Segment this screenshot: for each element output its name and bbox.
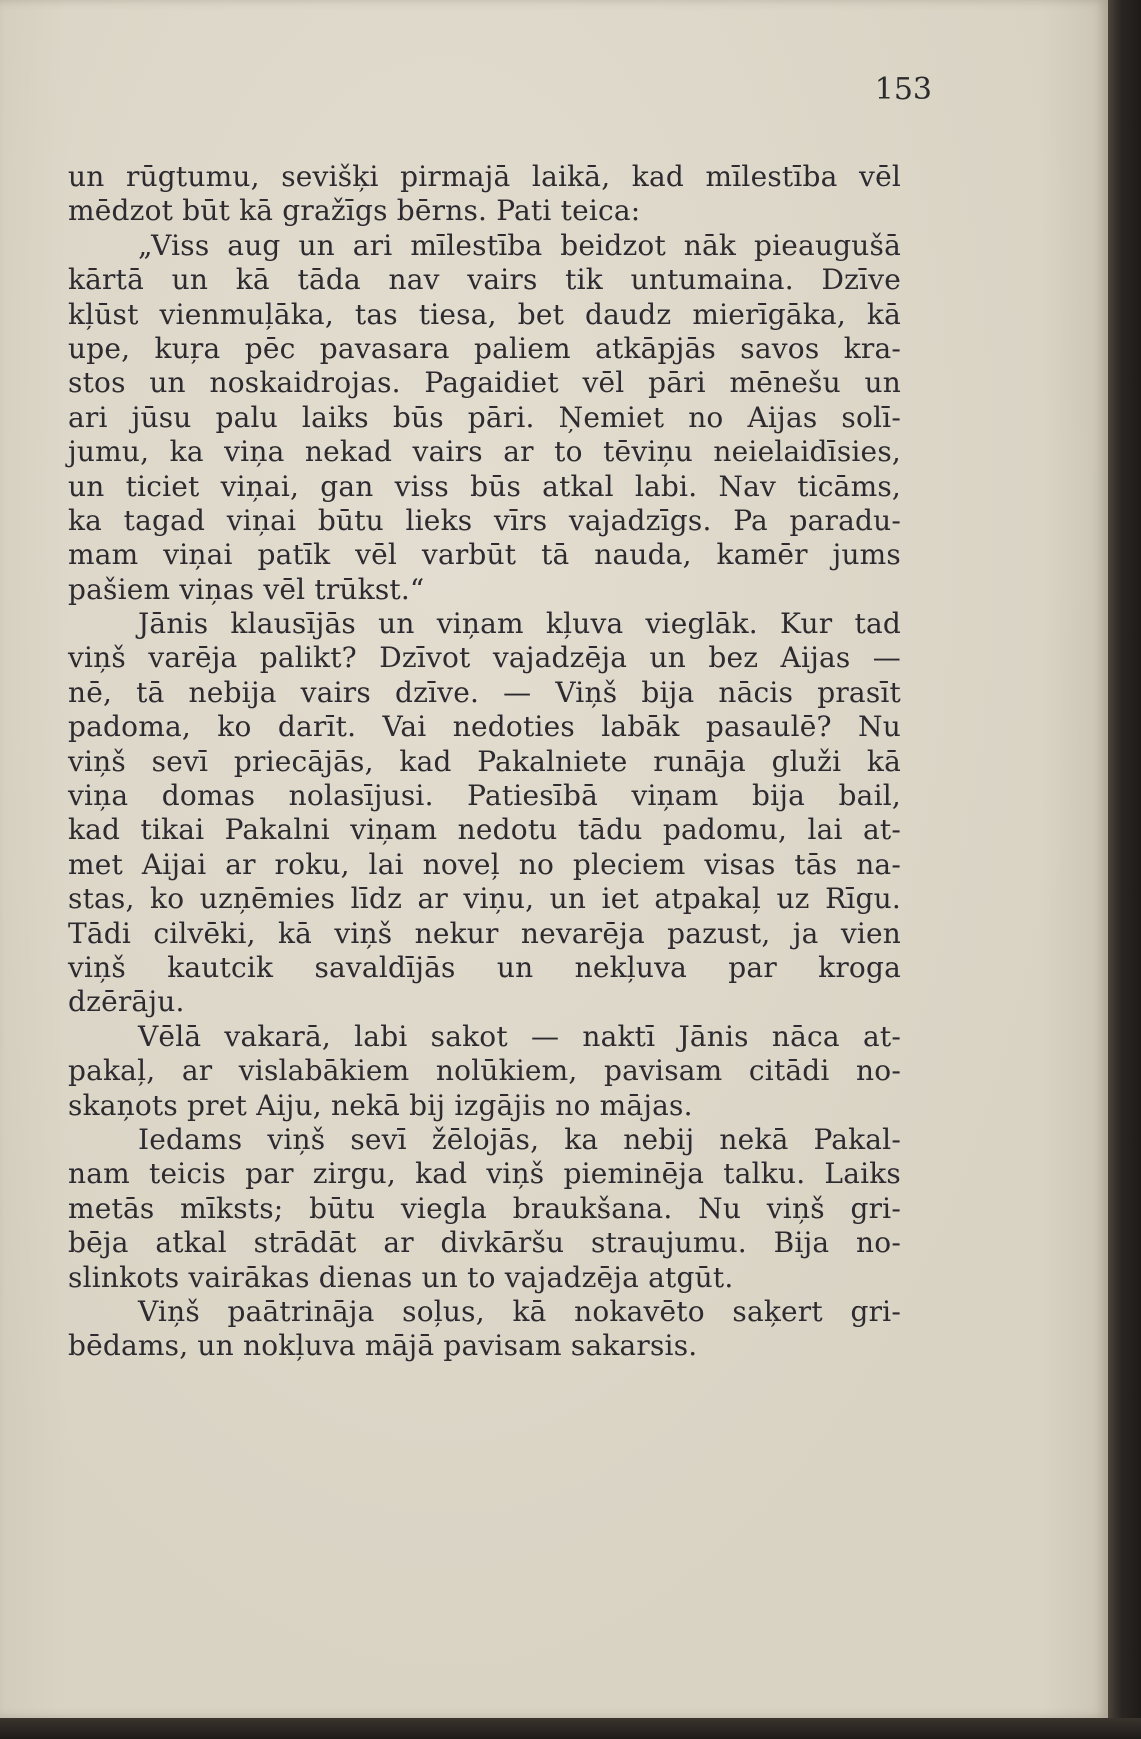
- body-text: [68, 160, 901, 1364]
- text-line: un rūgtumu, sevišķi pirmajā laikā, kad mīlestība vēl: [68, 160, 901, 193]
- text-line: viņš kautcik savaldījās un nekļuva par kroga: [68, 950, 901, 984]
- text-line: viņa domas nolasījusi. Patiesībā viņam bija bail,: [68, 779, 901, 813]
- text-line: viņš sevī priecājās, kad Pakalniete runāja gluži kā: [68, 744, 901, 778]
- text-line: upe, kuŗa pēc pavasara paliem atkāpjās savos kra-: [68, 331, 901, 365]
- scan-bottom-edge: [0, 1718, 1141, 1739]
- text-line: Viņš paātrināja soļus, kā nokavēto saķert gri-: [138, 1294, 901, 1328]
- text-line: jumu, ka viņa nekad vairs ar to tēviņu neielaidīsies,: [68, 435, 901, 469]
- text-line: met Aijai ar roku, lai noveļ no pleciem visas tās na-: [68, 847, 901, 881]
- text-line: „Viss aug un ari mīlestība beidzot nāk pieaugušā: [138, 228, 901, 262]
- text-line: kad tikai Pakalni viņam nedotu tādu padomu, lai at-: [68, 813, 901, 847]
- text-line: stos un noskaidrojas. Pagaidiet vēl pāri mēnešu un: [68, 366, 901, 400]
- text-line: stas, ko uzņēmies līdz ar viņu, un iet atpakaļ uz Rīgu.: [68, 882, 901, 916]
- text-line: ka tagad viņai būtu lieks vīrs vajadzīgs. Pa paradu-: [68, 503, 901, 537]
- book-spine-edge: [1108, 0, 1141, 1739]
- text-line: dzērāju.: [68, 985, 185, 1019]
- text-line: un ticiet viņai, gan viss būs atkal labi. Nav ticāms,: [68, 469, 901, 503]
- text-line: kārtā un kā tāda nav vairs tik untumaina. Dzīve: [68, 263, 901, 297]
- text-line: bēja atkal strādāt ar divkāršu straujumu. Bija no-: [68, 1226, 901, 1260]
- text-line: pakaļ, ar vislabākiem nolūkiem, pavisam citādi no-: [68, 1054, 901, 1088]
- text-line: bēdams, un nokļuva mājā pavisam sakarsis.: [68, 1329, 698, 1363]
- text-line: kļūst vienmuļāka, tas tiesa, bet daudz mierīgāka, kā: [68, 297, 901, 331]
- text-line: mēdzot būt kā gražīgs bērns. Pati teica:: [68, 194, 641, 228]
- text-line: skaņots pret Aiju, nekā bij izgājis no mājas.: [68, 1088, 693, 1122]
- text-line: padoma, ko darīt. Vai nedoties labāk pasaulē? Nu: [68, 710, 901, 744]
- text-line: ari jūsu palu laiks būs pāri. Ņemiet no Aijas solī-: [68, 400, 901, 434]
- text-line: viņš varēja palikt? Dzīvot vajadzēja un bez Aijas —: [68, 641, 901, 675]
- text-line: metās mīksts; būtu viegla braukšana. Nu viņš gri-: [68, 1191, 901, 1225]
- page-number: 153: [874, 72, 932, 107]
- text-line: Tādi cilvēki, kā viņš nekur nevarēja pazust, ja vien: [68, 916, 901, 950]
- text-line: nam teicis par zirgu, kad viņš pieminēja talku. Laiks: [68, 1157, 901, 1191]
- text-line: pašiem viņas vēl trūkst.“: [68, 572, 425, 606]
- text-line: Jānis klausījās un viņam kļuva vieglāk. Kur tad: [138, 607, 901, 641]
- text-line: Iedams viņš sevī žēlojās, ka nebij nekā Pakal-: [138, 1122, 901, 1156]
- text-line: nē, tā nebija vairs dzīve. — Viņš bija nācis prasīt: [68, 675, 901, 709]
- text-line: mam viņai patīk vēl varbūt tā nauda, kamēr jums: [68, 538, 901, 572]
- text-line: Vēlā vakarā, labi sakot — naktī Jānis nāca at-: [138, 1019, 901, 1053]
- text-line: slinkots vairākas dienas un to vajadzēja atgūt.: [68, 1260, 734, 1294]
